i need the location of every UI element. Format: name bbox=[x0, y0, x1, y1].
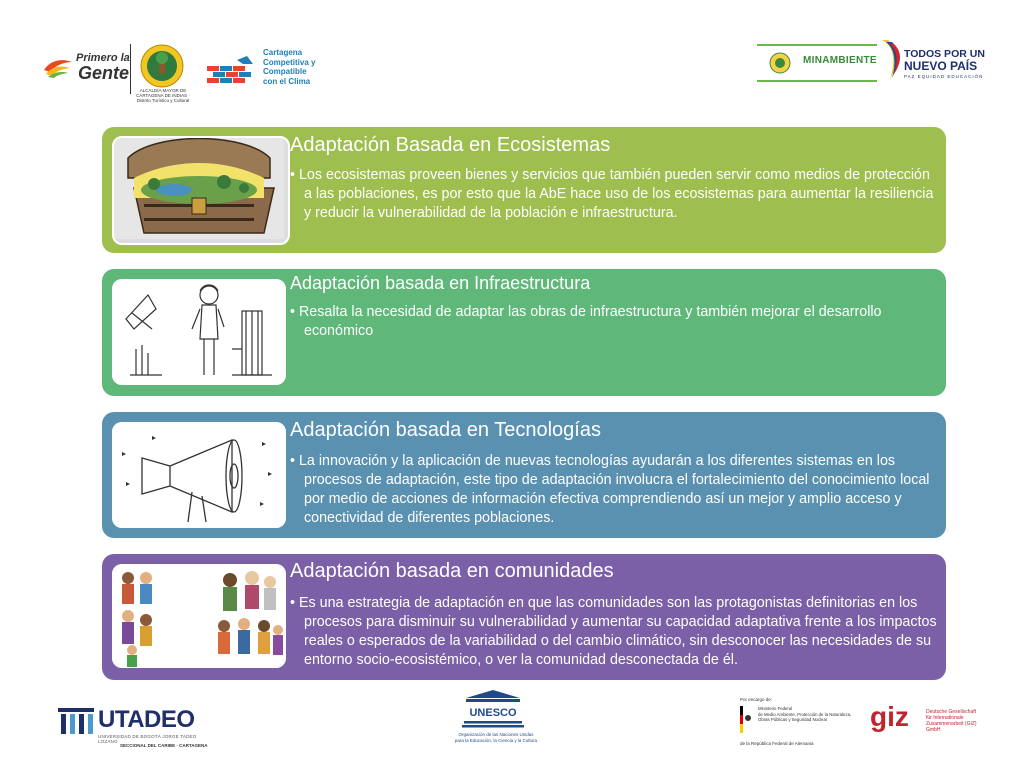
giz-caption bbox=[926, 709, 990, 733]
panel-title: Adaptación basada en Tecnologías bbox=[290, 419, 601, 441]
flag-swoosh-icon bbox=[880, 38, 902, 82]
minambiente-text: MINAMBIENTE bbox=[803, 55, 877, 66]
unesco-logo bbox=[440, 690, 550, 758]
header-divider bbox=[130, 44, 131, 94]
columns-icon bbox=[58, 708, 94, 736]
colombia-shield-icon bbox=[769, 52, 791, 74]
seal-icon bbox=[140, 44, 184, 88]
primero-line2: Gente bbox=[78, 63, 130, 83]
panel-tecnologias bbox=[102, 412, 946, 538]
panel-body: • Los ecosistemas proveen bienes y servicios que también pueden servir como medios de protección a las poblaciones, es por esto que la AbE hace uso de los ecosistemas para aumentar la resiliencia y reducir la vulnerabilidad de la población e infraestructura. bbox=[290, 167, 934, 221]
ministerio-line: Obras Públicas y Seguridad Nuclear bbox=[758, 717, 828, 722]
panel-comunidades bbox=[102, 554, 946, 680]
alcaldia-seal-logo bbox=[140, 44, 184, 88]
cartagena-line: Competitiva y bbox=[263, 57, 316, 67]
giz-bmub-logos bbox=[740, 697, 990, 752]
cartagena-text bbox=[263, 48, 315, 86]
panel-body: • Resalta la necesidad de adaptar las obras de infraestructura y también mejorar el desarrollo económico bbox=[290, 304, 882, 339]
minambiente-logo bbox=[757, 44, 877, 82]
panel-infraestructura bbox=[102, 269, 946, 396]
todos-por-un-nuevo-pais-logo bbox=[880, 38, 990, 84]
unesco-caption-line: Organización de las Naciones Unidas bbox=[458, 732, 534, 737]
primero-line1: Primero la bbox=[76, 52, 130, 64]
utadeo-logo bbox=[58, 706, 208, 756]
todos-line2: NUEVO PAÍS bbox=[904, 59, 978, 73]
panel-title: Adaptación basada en Infraestructura bbox=[290, 273, 591, 293]
todos-line1: TODOS POR UN bbox=[904, 48, 985, 60]
ministerio-line: Ministerio Federal bbox=[758, 706, 793, 711]
swoosh-icon bbox=[42, 56, 74, 78]
panel-title: Adaptación basada en comunidades bbox=[290, 560, 614, 582]
utadeo-sub1: UNIVERSIDAD DE BOGOTÁ JORGE TADEO LOZANO bbox=[98, 734, 197, 744]
ministerio-text bbox=[758, 706, 863, 723]
republica-text: de la República Federal de Alemania bbox=[740, 741, 814, 746]
todos-line3: PAZ EQUIDAD EDUCACIÓN bbox=[904, 74, 984, 79]
cartagena-line: con el Clima bbox=[263, 76, 311, 86]
bricks-icon bbox=[207, 56, 259, 86]
cartagena-line: Compatible bbox=[263, 67, 307, 76]
megaphone-illustration bbox=[112, 422, 286, 528]
ecosystem-chest-illustration bbox=[112, 136, 290, 245]
giz-text: giz bbox=[870, 701, 909, 732]
panel-body: • Es una estrategia de adaptación en que las comunidades son las protagonistas definitorias en los procesos para disminuir su vulnerabilidad y aumentar su capacidad adaptativa frente a los impactos reales o esperados de la variabilidad o del cambio climático, sin desconocer las necesidades de su entorno socio-ecosistémico, o ver la comunidad desconectada de él. bbox=[290, 595, 937, 668]
primero-la-gente-logo bbox=[40, 46, 130, 86]
ministerio-line: de Medio Ambiente, Protección de la Naturaleza, bbox=[758, 711, 852, 717]
unesco-temple-icon bbox=[462, 690, 524, 728]
por-encargo-text: Por encargo de: bbox=[740, 697, 773, 702]
utadeo-text: UTADEO bbox=[98, 706, 195, 733]
panel-ecosistemas bbox=[102, 127, 946, 253]
cartagena-line: Cartagena bbox=[263, 48, 303, 57]
community-people-illustration bbox=[112, 564, 286, 668]
panel-body: • La innovación y la aplicación de nuevas tecnologías ayudarán a los diferentes sistemas en los procesos de adaptación, este tipo de adaptación involucra el fortalecimiento del conocimiento local por medio de acciones de información efectiva comprendiendo así un mejor y amplio acceso y conectividad de diferentes poblaciones. bbox=[290, 453, 930, 526]
unesco-caption bbox=[448, 732, 544, 743]
giz-caption-line: Deutsche Gesellschaft bbox=[926, 709, 977, 715]
seal-caption: ALCALDÍA MAYOR DE CARTAGENA DE INDIAS · Distrito Turístico y Cultural bbox=[136, 88, 190, 103]
panel-title: Adaptación Basada en Ecosistemas bbox=[290, 134, 611, 156]
infrastructure-engineer-illustration bbox=[112, 279, 286, 385]
cartagena-clima-logo bbox=[207, 48, 317, 90]
giz-caption-line: für Internationale bbox=[926, 715, 964, 721]
unesco-caption-line: para la Educación, la Ciencia y la Cultura bbox=[454, 737, 538, 743]
utadeo-sub2: SECCIONAL DEL CARIBE · CARTAGENA bbox=[120, 743, 208, 748]
giz-caption-line: Zusammenarbeit (GIZ) GmbH bbox=[926, 721, 977, 733]
unesco-text: UNESCO bbox=[469, 707, 517, 719]
german-flag-icon bbox=[740, 706, 752, 734]
